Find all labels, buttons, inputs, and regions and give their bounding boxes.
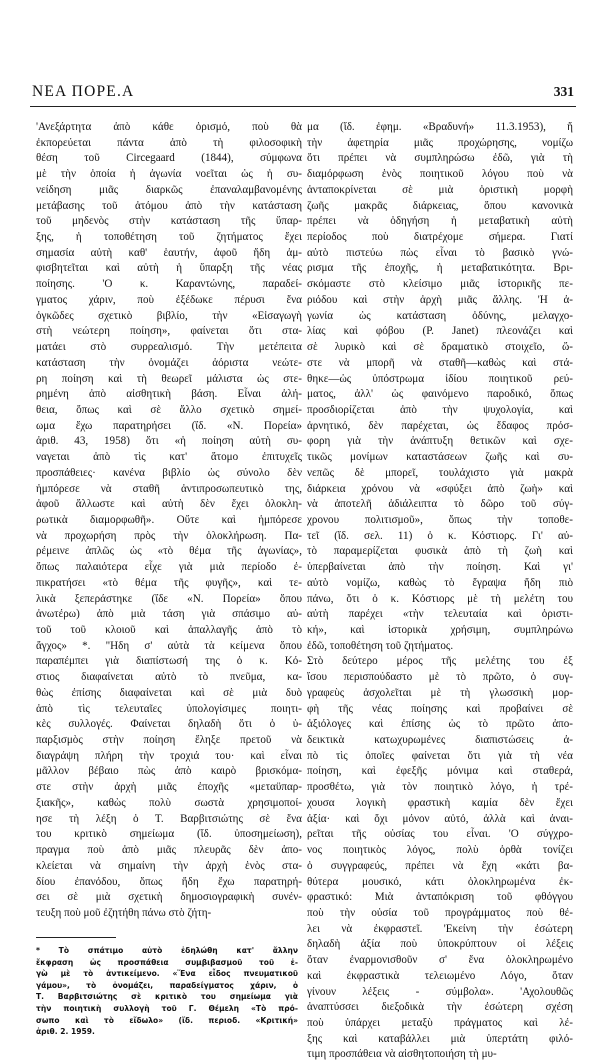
text-line: δίου ἐπανόδου, ὅπως ἤδη ἔχω παρατηρή-	[36, 875, 302, 888]
text-line: διάρκεια χρόνου νὰ «σφύξει ἀπὸ ζωὴ» καὶ	[307, 482, 573, 495]
text-line: πάνω, ὅτι ὁ κ. Κόστιορς μὲ τὴ μελέτη του	[307, 592, 573, 605]
right-column	[307, 120, 573, 1063]
text-line: περίοδος ποὺ διατρέχομε σήμερα. Γιατί	[307, 231, 573, 244]
text-line: προσπάθειες· κανένα βιβλίο ὡς σύνολο δὲν	[36, 466, 302, 479]
text-line: ποίησης. 'Ο κ. Καραντώνης, παραδεί-	[36, 278, 302, 291]
text-line: στιος διαφαίνεται αὐτὸ τὸ πνεῦμα, κα-	[36, 671, 302, 684]
left-column	[36, 120, 302, 922]
footnote-line: ἔκφραση ὡς προσπάθεια συμβιβασμοῦ τοῦ ἐ-	[36, 957, 298, 967]
text-line: ρημένη ἀπὸ αἰσθητικὴ βάση. Εἶναι ἀλή-	[36, 388, 302, 401]
text-line: στε νὰ μπορῆ νὰ σταθῆ—καθὼς καὶ στά-	[307, 356, 573, 369]
text-line: τευξη ποὺ μοῦ ἐζητήθη πάνω στὸ ζήτη-	[36, 906, 212, 919]
text-line: ἀφοῦ ἄλλωστε καὶ αὐτὴ δὲν ἔχει ὁλοκλη-	[36, 498, 302, 511]
text-line: ἠμπόρεσε νὰ σταθῆ ἀντιπροσωπευτικὸ της,	[36, 482, 302, 495]
text-line: νος ποιητικὸς λόγος, πολὺ ὀρθὰ τονίζει	[307, 844, 573, 857]
footnote-line: ἀριθ. 2. 1959.	[36, 1027, 95, 1037]
text-line: πραγμα ποὺ ἀπὸ μιᾶς πλευρᾶς δὲν ἀπο-	[36, 844, 302, 857]
footnote-line: Τ. Βαρβιτσιώτης σὲ κριτικὸ του σημείωμα γιὰ	[36, 992, 298, 1002]
text-line: ξης καὶ καταβάλλει μιὰ ὑπερτάτη φιλό-	[307, 1032, 573, 1045]
text-line: σὲ λυρικὸ καὶ σὲ δραματικὸ στοιχεῖο, ὥ-	[307, 341, 573, 354]
text-line: παραπέμπει γιὰ διαπίστωσή της ὁ κ. Κό-	[36, 655, 302, 668]
text-line: ὀγκῶδες σχετικὸ βιβλίο, τὴν «Εἰσαγωγὴ	[36, 309, 302, 322]
text-line: γραφεὺς ἀσχολεῖται μὲ τὴ γλωσσικὴ μορ-	[307, 686, 573, 699]
text-line: ἄγχος» *. "Ηδη σ' αὐτὰ τὰ κείμενα ὅπου	[36, 639, 302, 652]
page-header	[30, 82, 576, 107]
text-line: γματος χάριν, ποὺ ἐξέδωκε πέρυσι ἕνα	[36, 293, 302, 306]
footnote-line: * Τὸ σπάτιμο αὐτὸ ἐδηλώθη κατ' ἄλλην	[36, 946, 298, 955]
text-line: ματος, ἀλλ' ὡς φαινόμενο παροδικό, ὅπως	[307, 388, 573, 401]
text-line: ρισμα τῆς ἐποχῆς, ἡ μεταβατικότητα. Βρι-	[307, 262, 573, 275]
text-line: θὼς ἐπίσης διαφαίνεται καὶ σὲ μιὰ δυὸ	[36, 686, 302, 699]
text-line: παρξισμὸς στὴν ποίηση ἔληξε πρετοῦ νὰ	[36, 734, 302, 747]
text-line: ἀριθ. 43, 1958) ὅτι «ἡ ποίηση αὐτὴ συ-	[36, 435, 302, 448]
text-line: ὁ συγγραφεύς, πρέπει νὰ ἔχη «κάτι βα-	[307, 859, 573, 872]
page-number: 331	[553, 84, 574, 99]
text-line: νὰ ἀποτελῆ ἀδιάλειπτα τὸ δῶρο τοῦ σύγ-	[307, 498, 573, 511]
text-line: τοῦ μηδενὸς στὴν κατάσταση τῆς ὕπαρ-	[36, 215, 302, 228]
text-line: τοῦ τοῦ κλοιοῦ καὶ ἀπαλλαγῆς ἀπὸ τὸ	[36, 624, 302, 636]
text-line: κατάσταση τὴν ὀνομάζει ἀόριστα νεώτε-	[36, 356, 302, 369]
text-line: ἴσου περισπούδαστο μὲ τὸ πρῶτο, ὁ συγ-	[307, 671, 573, 684]
text-line: ποὺ τὴν οὐσία τοῦ προγράμματος ποὺ θέ-	[307, 906, 573, 919]
text-line: ἀναπτύσσει διεξοδικὰ τὴν ἐσώτερη σχέση	[307, 1001, 573, 1014]
text-line: δηλαδὴ ἀξία ποὺ ὑποκρύπτουν οἱ λέξεις	[307, 938, 573, 951]
text-line: ποὺ ὑπάρχει μεταξὺ πράγματος καὶ λέ-	[307, 1016, 573, 1029]
text-line: τεῖ (ἴδ. σελ. 11) ὁ κ. Κόστιορς. Γι' αὐ-	[307, 529, 573, 542]
text-line: προσθέτω, γιὰ τὸν ποιητικὸ λόγο, ἡ τρέ-	[307, 781, 573, 794]
text-line: αὐτὸ πιστεύω πὼς εἶναι τὸ βασικὸ γνώ-	[307, 246, 573, 259]
text-line: διαμόρφωση ἑνὸς ποιητικοῦ λόγου ποὺ νὰ	[307, 168, 573, 181]
text-line: νεπῶς δὲ μπορεῖ, τουλάχιστο γιὰ μακρὰ	[307, 466, 573, 479]
text-line: ὅταν ἐναρμονισθοῦν σ' ἕνα ὁλοκληρωμένο	[307, 954, 573, 967]
text-line: λει νὰ ἐκφραστεῖ. 'Εκείνη τὴν ἐσώτερη	[307, 922, 573, 935]
text-line: ἀρνητικό, δὲν παρέχεται, ὡς ἔδαφος πρόσ-	[307, 419, 573, 432]
text-line: ὑπερβαίνεται ἀπὸ τὴν ποίηση. Καὶ γι'	[307, 561, 573, 574]
text-line: θηκε—ὡς ὑπόστρωμα ἰδίου ποιητικοῦ ρεύ-	[307, 372, 573, 385]
text-line: ἀνταποκρίνεται σὲ μιὰ ὁριστικὴ μορφὴ	[307, 183, 573, 196]
text-line: ζωῆς μακρᾶς διάρκειας, ὅπου κανονικὰ	[307, 199, 573, 212]
text-line: πὸ τὶς ὁποῖες φαίνεται ὅτι γιὰ τὴ νέα	[307, 749, 573, 762]
text-line: νὰ προχωρήση πρὸς τὴν ὁλοκλήρωση. Πα-	[36, 529, 302, 542]
text-line: ὅπως παλαιότερα εἶχε γιὰ μιὰ περίοδο ἐ-	[36, 561, 302, 574]
text-line: νείδηση μιᾶς διαρκῶς ἐπαναλαμβανομένης	[36, 183, 302, 196]
text-line: καὶ ἐκφραστικὰ τελειωμένο Λόγο, ὅταν	[307, 969, 573, 982]
text-line: ξης, ἡ τοποθέτηση τοῦ ζητήματος ἔχει	[36, 231, 302, 244]
text-line: ρη ποίηση καὶ τὴ θεωρεῖ μάλιστα ὡς στε-	[36, 372, 302, 385]
footnote-line: γάμου», τὸ ὀνομάζει, παραδείγματος χάριν, ὁ	[36, 980, 298, 990]
text-line: ματάει στὸ συρρεαλισμό. Τὴν μετέπειτα	[36, 341, 302, 354]
text-line: φὴ τῆς νέας ποίησης καὶ προβαίνει σὲ	[307, 702, 573, 715]
text-line: θύτερα μουσικό, κάτι ὁλοκληρωμένα ἐκ-	[307, 875, 573, 888]
text-line: ἀπὸ τὶς τελευταῖες ὑπολογίσιμες ποιητι-	[36, 702, 302, 715]
footnote-rule	[36, 937, 116, 938]
text-line: κλείεται νὰ σημαίνη τὴν ἀρχὴ ἑνὸς στα-	[36, 859, 302, 872]
running-title: ΝΕΑ ΠΟΡΕ.Α	[32, 83, 135, 100]
text-line: ἀξιόλογες καὶ ἐπίσης ὡς τὸ πρῶτο ἀπο-	[307, 718, 573, 731]
text-line: τικῶς μονίμων καταστάσεων ζωῆς καὶ συ-	[307, 451, 573, 464]
text-line: ναγεται ἀπὸ τὶς κατ' ἄτομο ἐπιτυχεῖς	[36, 451, 302, 464]
text-line: γωνία ὡς κατάσταση ὀδύνης, μελαγχο-	[307, 309, 573, 322]
text-line: ρεῖται τῆς οὐσίας του εἶναι. 'Ο σύγχρο-	[307, 828, 573, 841]
text-line: κὲς συλλογές. Φαίνεται δηλαδὴ ὅτι ὁ ὑ-	[36, 718, 302, 731]
text-line: αὐτὸ νομίζω, καθὼς τὸ ἔγραψα ἤδη πιὸ	[307, 576, 573, 589]
text-line: ησε τὴ λέξη ὁ Τ. Βαρβιτσιώτης σὲ ἕνα	[36, 812, 302, 825]
footnote-line: τὴν ποιητικὴ συλλογὴ τοῦ Γ. Θέμελη «Τὸ πρό-	[36, 1003, 298, 1013]
text-line: τιμη προσπάθεια νὰ αἰσθητοποιήση τὴ μυ-	[307, 1048, 497, 1061]
text-line: του κριτικὸ σημείωμα (ἴδ. ὑποσημείωση),	[36, 828, 302, 841]
text-line: λίας καὶ φόβου (P. Janet) πλεονάζει καὶ	[307, 325, 573, 338]
footnote-line: γὼ μὲ τὸ ἀντικείμενο. «Ἕνα εἶδος πνευματικοῦ	[36, 969, 298, 979]
text-line: σκόμαστε στὸ κλείσιμο μιᾶς ἱστορικῆς πε-	[307, 278, 573, 291]
text-line: ριόδου καὶ στὴν ἀρχὴ μιᾶς ἄλλης. 'Η ἀ-	[307, 293, 573, 306]
text-line: στε στὴν ἀρχὴ μιᾶς ἐποχῆς «μεταϋπαρ-	[36, 781, 302, 794]
text-line: ξιακῆς», καθὼς πολὺ σωστὰ χρησιμοποί-	[36, 796, 302, 809]
text-line: μᾶλλον βέβαιο πὼς ἀπὸ καιρὸ βρισκόμα-	[36, 765, 302, 778]
text-line: προσδιορίζεται ἀπὸ τὴν ψυχολογία, καὶ	[307, 403, 573, 416]
text-line: ἀξία· καὶ ὄχι μόνον αὐτό, ἀλλὰ καὶ ἀναι-	[307, 812, 573, 825]
text-line: διαγράψη πλήρη τὴν τροχιά του· καὶ εἶναι	[36, 749, 302, 762]
text-line: 'Ανεξάρτητα ἀπὸ κάθε ὁρισμό, ποὺ θὰ	[36, 121, 302, 133]
text-line: φισβητεῖται καὶ αὐτὴ ἡ ὕπαρξη τῆς νέας	[36, 262, 302, 275]
text-line: μετάβασης τοῦ ἀτόμου ἀπὸ τὴν κατάσταση	[36, 199, 302, 212]
text-line: σει σὲ μιὰ σχετικὴ δημοσιογραφικὴ συνέν-	[36, 891, 302, 904]
text-line: μα (ἴδ. ἐφημ. «Βραδυνή» 11.3.1953), ἤ	[307, 121, 573, 133]
text-line: ἀνωτέρω) ἀπὸ μιὰ τάση γιὰ σπάσιμο αὐ-	[36, 608, 302, 621]
text-line: θέση τοῦ Circegaard (1844), σύμφωνα	[36, 152, 302, 165]
text-line: τὴν ἀφετηρία μιᾶς προχώρησης, νομίζω	[307, 136, 573, 149]
text-line: πρέπει νὰ ὁδηγήση ἡ μεταβατικὴ αὐτὴ	[307, 215, 573, 228]
text-line: κή», καὶ ἱστορικὰ χρήσιμη, συμπληρώνω	[307, 624, 573, 636]
text-line: τὸ παραμερίζεται φυσικὰ ἀπὸ τὴ ζωὴ καὶ	[307, 545, 573, 558]
text-line: χουσα λογικὴ φραστικὴ καμία δὲν ἔχει	[307, 796, 573, 809]
text-line: ωμα ἔχω παρατηρήσει (ἴδ. «Ν. Πορεία»	[36, 419, 302, 432]
text-line: Στὸ δεύτερο μέρος τῆς μελέτης του ἐξ	[307, 655, 573, 668]
text-line: μὲ τὴν ὁποία ἡ ἀγωνία νοεῖται ὡς ἡ συ-	[36, 168, 302, 181]
footnote-line: σωπο καὶ τὸ εἴδωλο» (ἴδ. περιοδ. «Κριτική»	[36, 1015, 298, 1025]
text-line: ρωτικὰ διαμορφωθῆ». Οὔτε καὶ ἠμπόρεσε	[36, 513, 302, 526]
text-line: πικρατήσει «τὸ θέμα τῆς φυγῆς», καὶ τε-	[36, 576, 302, 589]
text-line: γίνουν λέξεις - σύμβολα». 'Αχολουθῶς	[307, 985, 573, 998]
text-line: λικὰ ξεπεράστηκε (ἴδε «Ν. Πορεία» ὅπου	[36, 592, 302, 605]
text-line: ἐκπορεύεται πάντα ἀπὸ τὴ φιλοσοφικὴ	[36, 136, 302, 149]
text-line: ρέμεινε ἁπλῶς ὡς «τὸ θέμα τῆς ἀγωνίας»,	[36, 545, 302, 558]
text-line: ὅτι πρέπει νὰ συμπληρώσω ἐδῶ, γιὰ τὴ	[307, 152, 573, 165]
text-line: σημασία αὐτὴ καθ' ἑαυτήν, ἀφοῦ ἤδη ἀμ-	[36, 246, 302, 259]
text-line: χρονου πολιτισμοῦ», ὅπως τὴν τοποθε-	[307, 513, 573, 526]
text-line: δεικτικὰ κατωχυρωμένες διαπιστώσεις ἀ-	[307, 734, 573, 747]
text-line: στὴ νεώτερη ποίηση», φαίνεται ὅτι στα-	[36, 325, 302, 338]
text-line: θεια, ὅπως καὶ σὲ ἄλλο σχετικὸ σημεί-	[36, 403, 302, 416]
text-line: ἐδῶ, τοποθέτηση τοῦ ζητήματος.	[307, 639, 454, 652]
text-line: ποίηση, καὶ ἐφεξῆς μόνιμα καὶ σταθερά,	[307, 765, 573, 778]
text-line: αὐτὴ παρέχει «τὴν τελευταία καὶ ὁριστι-	[307, 608, 573, 621]
text-line: φορη γιὰ τὴν ἀνάπτυξη θετικῶν καὶ σχε-	[307, 435, 573, 448]
text-line: φραστικό: Μιὰ ἀνταπόκριση τοῦ φθόγγου	[307, 891, 573, 904]
